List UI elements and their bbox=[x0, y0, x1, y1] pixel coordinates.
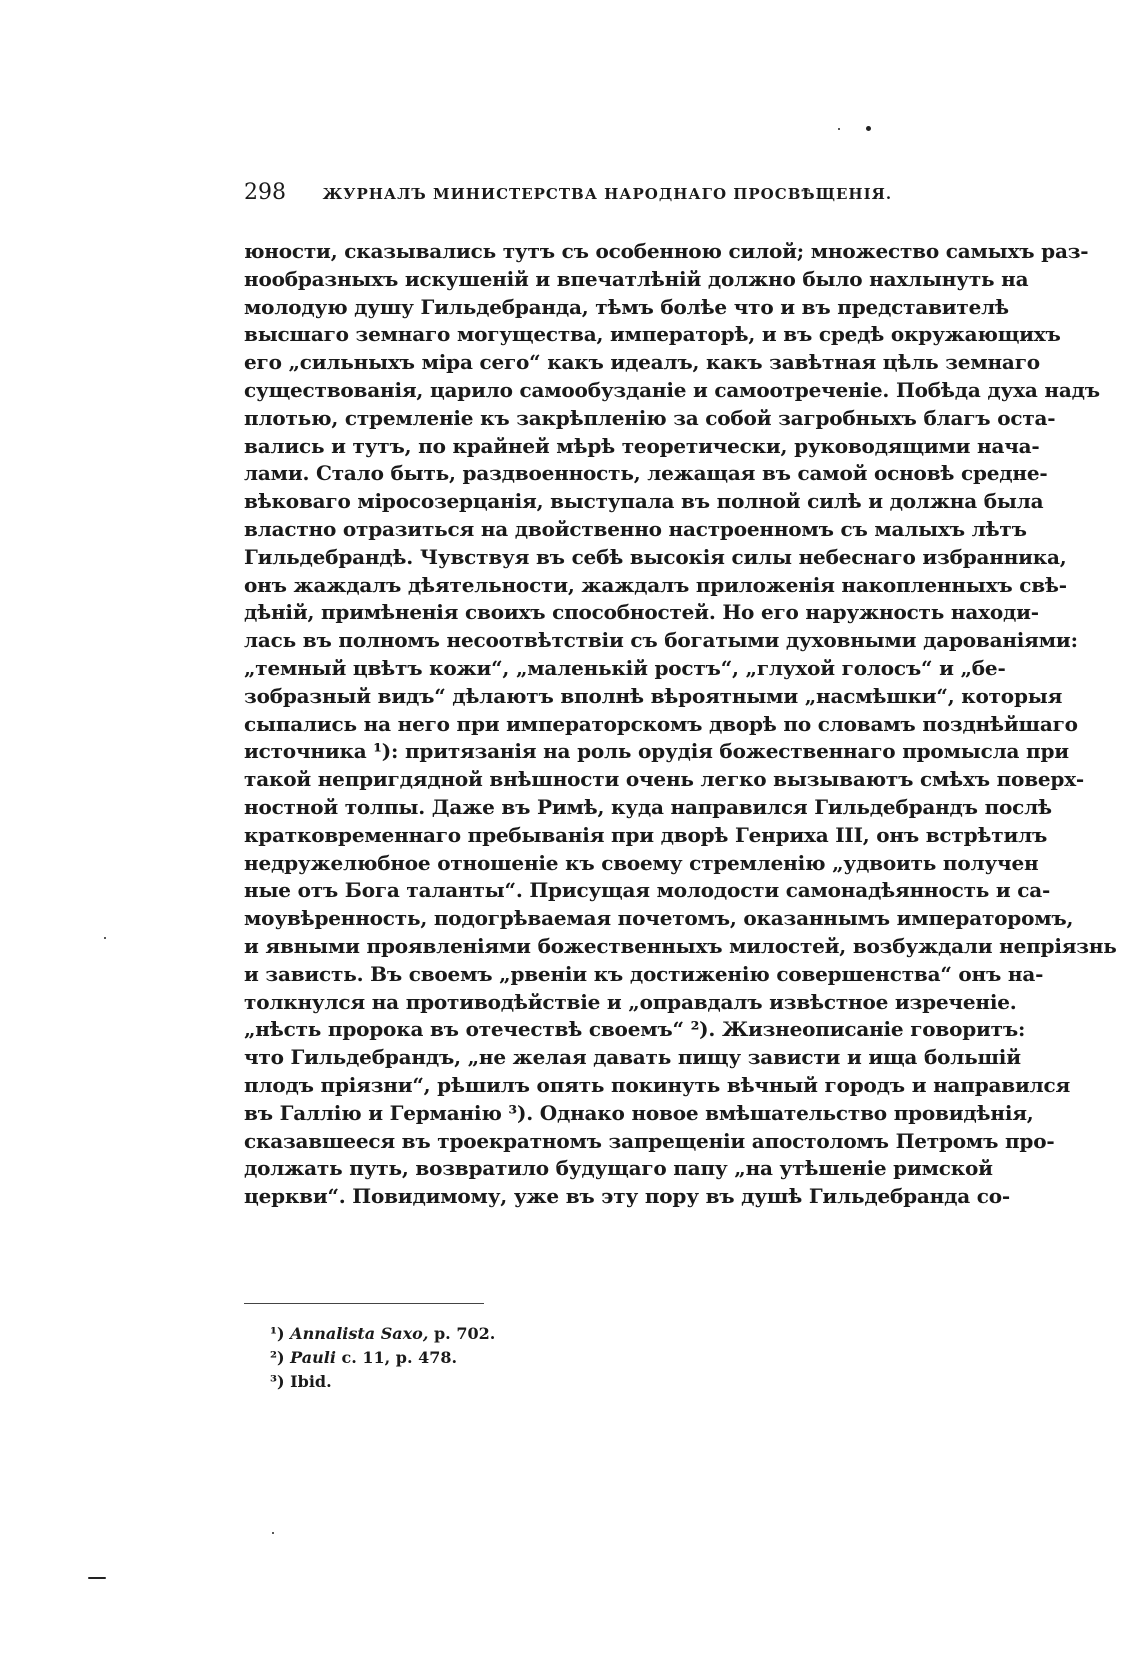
text-line: и зависть. Въ своемъ „рвеніи къ достиженію совершенства“ онъ на- bbox=[244, 961, 1044, 986]
text-line: властно отразиться на двойственно настроенномъ съ малыхъ лѣтъ bbox=[244, 516, 1027, 541]
scan-speck bbox=[838, 128, 840, 130]
footnote-mark: ²) bbox=[270, 1348, 285, 1367]
text-line: дѣній, примѣненія своихъ способностей. Но его наружность находи- bbox=[244, 600, 1039, 625]
text-line: „нѣсть пророка въ отечествѣ своемъ“ ²). Жизнеописаніе говоритъ: bbox=[244, 1017, 1026, 1042]
text-line: ные отъ Бога таланты“. Присущая молодости самонадѣянность и са- bbox=[244, 878, 1051, 903]
page-header bbox=[244, 180, 984, 205]
text-line: лами. Стало быть, раздвоенность, лежащая въ самой основѣ средне- bbox=[244, 461, 1048, 486]
text-line: въ Галлію и Германію ³). Однако новое вмѣшательство провидѣнія, bbox=[244, 1100, 1034, 1125]
text-line: такой непригдядной внѣшности очень легко вызываютъ смѣхъ поверх- bbox=[244, 767, 1085, 792]
text-line: молодую душу Гильдебранда, тѣмъ болѣе что и въ представителѣ bbox=[244, 294, 1009, 319]
footnote-ref: c. 11, p. 478. bbox=[341, 1348, 458, 1367]
footnote-ref: p. 702. bbox=[433, 1324, 496, 1343]
text-line: плодъ пріязни“, рѣшилъ опять покинуть вѣчный городъ и направился bbox=[244, 1072, 1071, 1097]
footnote-ref: Ibid. bbox=[290, 1372, 332, 1391]
text-line: кратковременнаго пребыванія при дворѣ Генриха III, онъ встрѣтилъ bbox=[244, 822, 1048, 847]
text-line: что Гильдебрандъ, „не желая давать пищу зависти и ища большій bbox=[244, 1045, 1021, 1070]
text-line: ностной толпы. Даже въ Римѣ, куда направился Гильдебрандъ послѣ bbox=[244, 794, 1052, 819]
text-line: сказавшееся въ троекратномъ запрещеніи апостоломъ Петромъ про- bbox=[244, 1128, 1055, 1153]
text-line: его „сильныхъ міра сего“ какъ идеалъ, какъ завѣтная цѣль земнаго bbox=[244, 350, 1040, 375]
text-line: плотью, стремленіе къ закрѣпленію за собой загробныхъ благъ оста- bbox=[244, 405, 1056, 430]
text-line: недружелюбное отношеніе къ своему стремленію „удвоить получен bbox=[244, 850, 1039, 875]
footnote-mark: ³) bbox=[270, 1372, 285, 1391]
footnote-mark: ¹) bbox=[270, 1324, 285, 1343]
text-line: и явными проявленіями божественныхъ милостей, возбуждали непріязнь bbox=[244, 933, 1117, 958]
text-line: высшаго земнаго могущества, императорѣ, и въ средѣ окружающихъ bbox=[244, 322, 1061, 347]
footnote bbox=[270, 1370, 495, 1394]
running-title: ЖУРНАЛЪ МИНИСТЕРСТВА НАРОДНАГО ПРОСВѢЩЕНІЯ. bbox=[322, 185, 893, 203]
text-line: существованія, царило самообузданіе и самоотреченіе. Побѣда духа надъ bbox=[244, 377, 1100, 402]
scan-speck bbox=[272, 1532, 274, 1534]
text-line: моувѣренность, подогрѣваемая почетомъ, оказаннымъ императоромъ, bbox=[244, 906, 1074, 931]
text-line: „темный цвѣтъ кожи“, „маленькій ростъ“, „глухой голосъ“ и „бе- bbox=[244, 655, 1006, 680]
footnote-source: Pauli bbox=[290, 1348, 336, 1367]
text-line: толкнулся на противодѣйствіе и „оправдалъ извѣстное изреченіе. bbox=[244, 989, 1017, 1014]
footnote bbox=[270, 1322, 495, 1346]
footnote bbox=[270, 1346, 495, 1370]
text-line: онъ жаждалъ дѣятельности, жаждалъ приложенія накопленныхъ свѣ- bbox=[244, 572, 1067, 597]
footnote-rule bbox=[244, 1303, 484, 1304]
text-line: вѣковаго міросозерцанія, выступала въ полной силѣ и должна была bbox=[244, 489, 1044, 514]
text-line: нообразныхъ искушеній и впечатлѣній должно было нахлынуть на bbox=[244, 266, 1029, 291]
text-line: зобразный видъ“ дѣлаютъ вполнѣ вѣроятными „насмѣшки“, которыя bbox=[244, 683, 1063, 708]
scan-speck bbox=[88, 1577, 106, 1579]
scan-speck bbox=[104, 937, 106, 939]
text-line: должать путь, возвратило будущаго папу „на утѣшеніе римской bbox=[244, 1156, 993, 1181]
text-line: сыпались на него при императорскомъ дворѣ по словамъ позднѣйшаго bbox=[244, 711, 1078, 736]
text-line: Гильдебрандѣ. Чувствуя въ себѣ высокія силы небеснаго избранника, bbox=[244, 544, 1067, 569]
footnotes bbox=[270, 1322, 495, 1394]
footnote-source: Annalista Saxo, bbox=[290, 1324, 429, 1343]
body-text bbox=[244, 238, 1117, 1211]
scan-speck bbox=[866, 126, 871, 131]
text-line: источника ¹): притязанія на роль орудія божественнаго промысла при bbox=[244, 739, 1069, 764]
page-number: 298 bbox=[244, 180, 286, 205]
text-line: лась въ полномъ несоотвѣтствіи съ богатыми духовными дарованіями: bbox=[244, 628, 1078, 653]
text-line: юности, сказывались тутъ съ особенною силой; множество самыхъ раз- bbox=[244, 239, 1089, 263]
text-line: вались и тутъ, по крайней мѣрѣ теоретически, руководящими нача- bbox=[244, 433, 1040, 458]
text-line: церкви“. Повидимому, уже въ эту пору въ душѣ Гильдебранда со- bbox=[244, 1184, 1010, 1209]
